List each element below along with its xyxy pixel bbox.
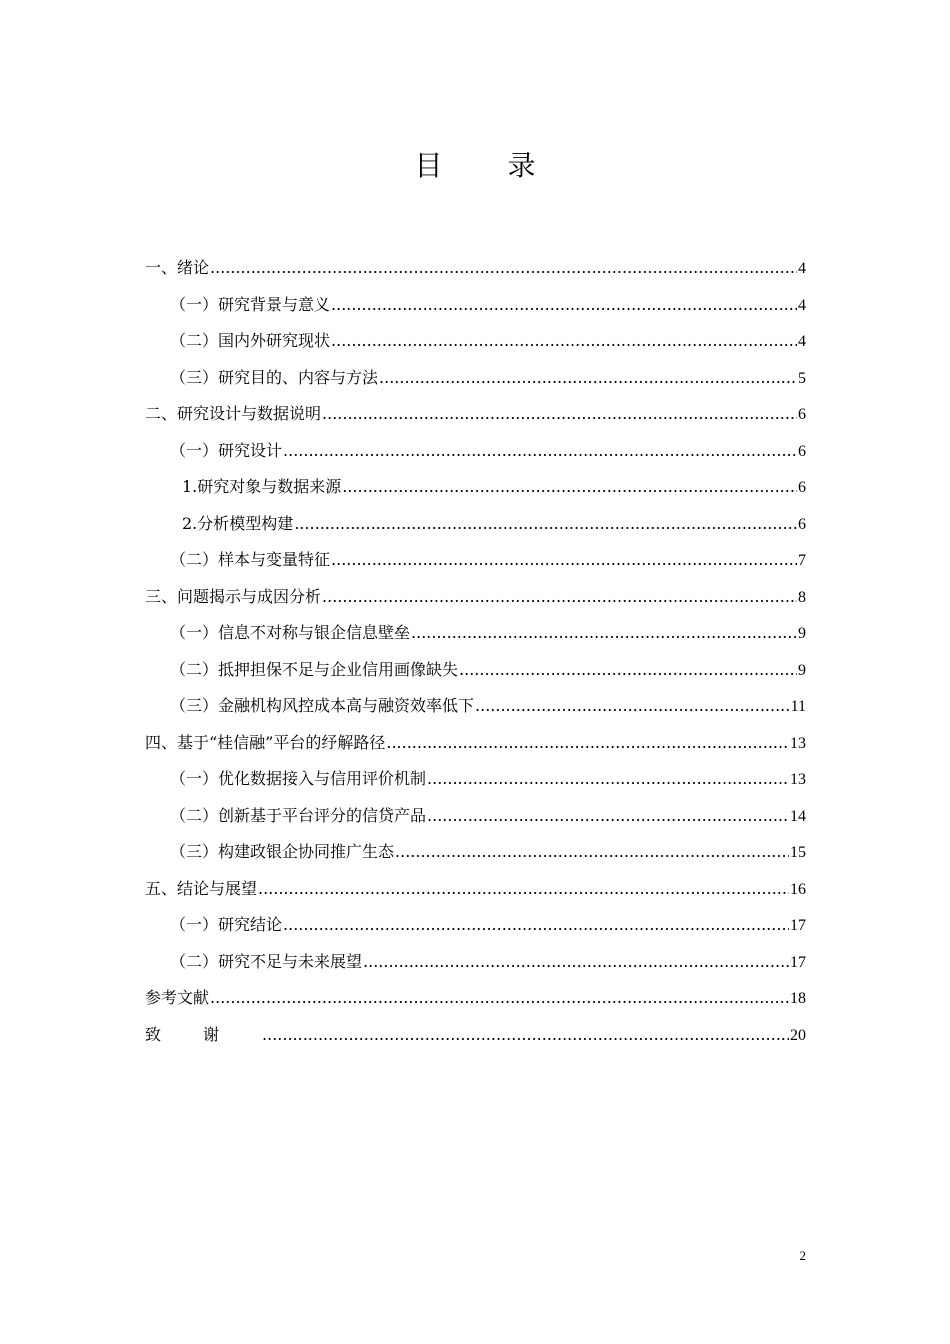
toc-entry[interactable] <box>145 871 806 908</box>
toc-entry[interactable] <box>145 798 806 835</box>
toc-entry-page: 6 <box>798 515 806 533</box>
toc-entry-page: 6 <box>798 442 806 460</box>
toc-entry-page: 18 <box>790 990 806 1007</box>
toc-entry-page: 20 <box>790 1026 806 1044</box>
toc-dot-leader <box>427 761 789 798</box>
toc-entry-label: （三）研究目的、内容与方法 <box>170 367 379 387</box>
toc-entry-label: （一）研究结论 <box>170 915 283 934</box>
toc-entry-label: （三）构建政银企协同推广生态 <box>170 842 395 861</box>
toc-entry-label: 致谢 <box>145 1024 262 1044</box>
toc-entry-page: 13 <box>790 734 806 752</box>
toc-entry[interactable] <box>145 652 806 689</box>
toc-entry-page: 17 <box>790 953 806 971</box>
toc-entry-label: （二）样本与变量特征 <box>170 550 331 569</box>
toc-dot-leader <box>342 469 797 506</box>
toc-dot-leader <box>427 798 789 835</box>
toc-dot-leader <box>331 542 797 579</box>
toc-entry[interactable] <box>145 506 806 543</box>
toc-entry[interactable] <box>145 761 806 798</box>
toc-entry[interactable] <box>145 396 806 433</box>
toc-entry-page: 17 <box>790 917 806 934</box>
toc-title: 目 录 <box>414 149 564 182</box>
toc-dot-leader <box>210 980 789 1017</box>
toc-entry[interactable] <box>145 944 806 981</box>
toc-entry-page: 4 <box>798 296 806 314</box>
toc-entry-page: 4 <box>798 260 806 277</box>
toc-dot-leader <box>331 323 797 360</box>
toc-entry[interactable] <box>145 287 806 324</box>
toc-entry-page: 4 <box>798 333 806 350</box>
toc-entry[interactable] <box>145 433 806 470</box>
toc-dot-leader <box>322 396 797 433</box>
toc-entry[interactable] <box>145 579 806 616</box>
toc-entry-label: （三）金融机构风控成本高与融资效率低下 <box>170 696 475 715</box>
toc-entry-page: 6 <box>798 406 806 423</box>
toc-dot-leader <box>258 871 789 908</box>
toc-dot-leader <box>322 579 797 616</box>
toc-entry-page: 7 <box>798 552 806 569</box>
toc-entry-label: （一）信息不对称与银企信息壁垒 <box>170 623 411 642</box>
toc-entry-page: 11 <box>790 698 806 715</box>
toc-dot-leader <box>475 688 790 725</box>
toc-entry-label: （一）研究背景与意义 <box>170 294 331 314</box>
toc-dot-leader <box>459 652 797 689</box>
toc-entry-label: 四、基于“桂信融”平台的纾解路径 <box>145 732 386 752</box>
toc-entry-label: （二）研究不足与未来展望 <box>170 951 363 971</box>
toc-dot-leader <box>379 360 797 397</box>
toc-entry[interactable] <box>145 725 806 762</box>
toc-entry-page: 13 <box>790 771 806 788</box>
toc-entry[interactable] <box>145 834 806 871</box>
page-number: 2 <box>799 1248 806 1263</box>
toc-entry[interactable] <box>145 1017 806 1054</box>
toc-dot-leader <box>283 433 797 470</box>
toc-entry[interactable] <box>145 688 806 725</box>
table-of-contents <box>145 250 806 1053</box>
toc-entry-page: 5 <box>798 369 806 387</box>
toc-entry-label: （二）抵押担保不足与企业信用画像缺失 <box>170 659 459 679</box>
toc-entry-label: 一、绪论 <box>145 258 210 277</box>
toc-entry-label: 参考文献 <box>145 988 210 1007</box>
toc-entry[interactable] <box>145 323 806 360</box>
toc-entry-label: （二）创新基于平台评分的信贷产品 <box>170 805 427 825</box>
toc-entry-page: 8 <box>798 588 806 606</box>
toc-dot-leader <box>395 834 789 871</box>
toc-entry-page: 16 <box>790 880 806 898</box>
toc-entry-label: 三、问题揭示与成因分析 <box>145 586 322 606</box>
toc-entry-page: 9 <box>798 661 806 679</box>
toc-dot-leader <box>331 287 797 324</box>
toc-dot-leader <box>210 250 797 287</box>
toc-entry[interactable] <box>145 360 806 397</box>
toc-entry-label: （一）研究设计 <box>170 440 283 460</box>
toc-entry[interactable] <box>145 615 806 652</box>
toc-dot-leader <box>262 1017 789 1054</box>
toc-entry[interactable] <box>145 250 806 287</box>
toc-entry-label: （二）国内外研究现状 <box>170 331 331 350</box>
toc-dot-leader <box>386 725 789 762</box>
toc-entry[interactable] <box>145 469 806 506</box>
toc-entry-label: 五、结论与展望 <box>145 878 258 898</box>
toc-dot-leader <box>411 615 797 652</box>
toc-entry[interactable] <box>145 907 806 944</box>
toc-entry-page: 14 <box>790 807 806 825</box>
toc-entry-label: （一）优化数据接入与信用评价机制 <box>170 769 427 788</box>
toc-entry[interactable] <box>145 980 806 1017</box>
toc-dot-leader <box>283 907 789 944</box>
toc-dot-leader <box>363 944 789 981</box>
toc-dot-leader <box>294 506 797 543</box>
toc-entry-page: 9 <box>798 625 806 642</box>
toc-entry-label: 1.研究对象与数据来源 <box>182 477 342 496</box>
toc-entry[interactable] <box>145 542 806 579</box>
toc-entry-label: 二、研究设计与数据说明 <box>145 404 322 423</box>
toc-entry-page: 6 <box>798 479 806 496</box>
toc-entry-page: 15 <box>790 844 806 861</box>
toc-entry-label: 2.分析模型构建 <box>182 513 294 533</box>
